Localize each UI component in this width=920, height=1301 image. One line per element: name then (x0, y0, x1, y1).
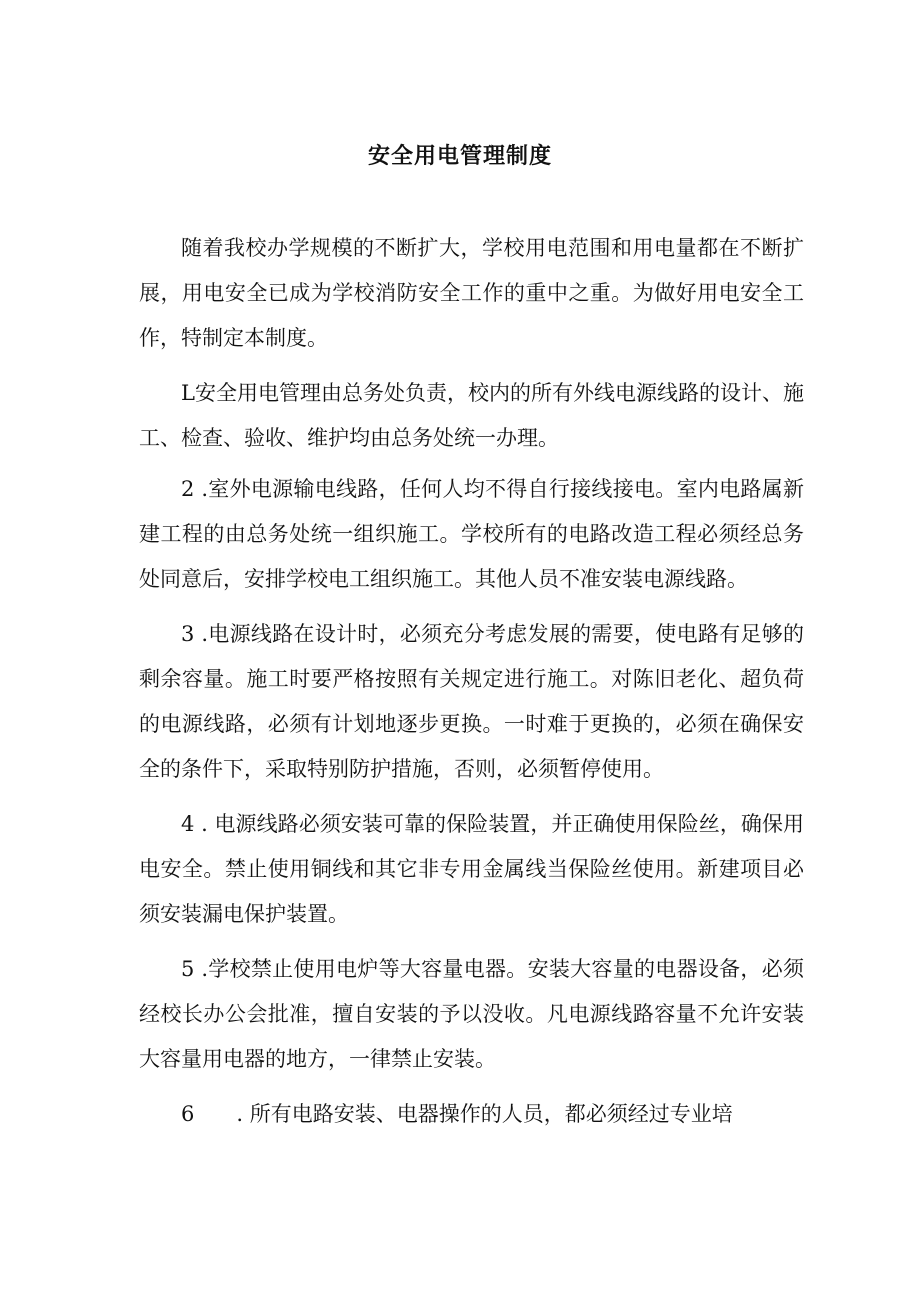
paragraph-item-2: 2 .室外电源输电线路，任何人均不得自行接线接电。室内电路属新建工程的由总务处统一组织施工。学校所有的电路改造工程必须经总务处同意后，安排学校电工组织施工。其他人员不准安装电源线路。 (139, 477, 804, 591)
paragraph-item-5: 5 .学校禁止使用电炉等大容量电器。安装大容量的电器设备，必须经校长办公会批准，擅自安装的予以没收。凡电源线路容量不允许安装大容量用电器的地方，一律禁止安装。 (139, 957, 804, 1071)
paragraph-intro: 随着我校办学规模的不断扩大，学校用电范围和用电量都在不断扩展，用电安全已成为学校消防安全工作的重中之重。为做好用电安全工作，特制定本制度。 (139, 236, 804, 350)
paragraph-item-3: 3 .电源线路在设计时，必须充分考虑发展的需要，使电路有足够的剩余容量。施工时要严格按照有关规定进行施工。对陈旧老化、超负荷的电源线路，必须有计划地逐步更换。一时难于更换的，必须在确保安全的条件下，采取特别防护措施，否则，必须暂停使用。 (139, 622, 804, 781)
document-body (139, 226, 804, 1147)
document-title: 安全用电管理制度 (367, 143, 552, 169)
paragraph-item-6: 6 . 所有电路安装、电器操作的人员，都必须经过专业培 (181, 1102, 733, 1126)
paragraph-item-1: L安全用电管理由总务处负责，校内的所有外线电源线路的设计、施工、检查、验收、维护均由总务处统一办理。 (139, 381, 804, 450)
paragraph-item-4: 4 . 电源线路必须安装可靠的保险装置，并正确使用保险丝，确保用电安全。禁止使用铜线和其它非专用金属线当保险丝使用。新建项目必须安装漏电保护装置。 (139, 812, 804, 926)
